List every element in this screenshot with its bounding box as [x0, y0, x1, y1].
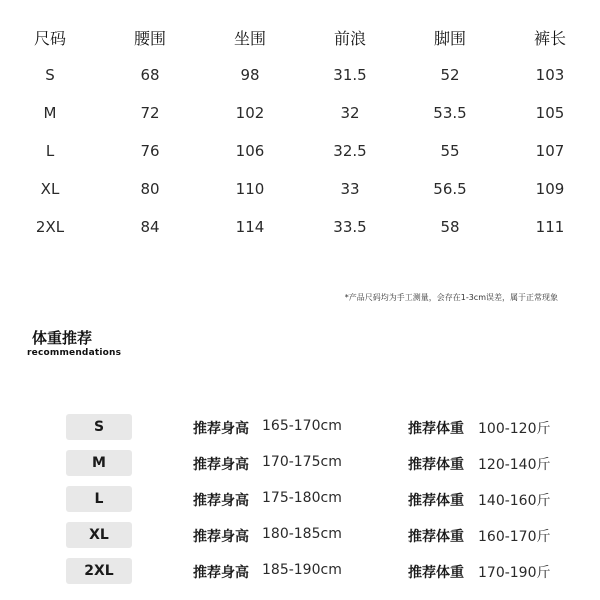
height-value: 165-170cm: [262, 418, 342, 434]
table-cell: 32.5: [333, 142, 367, 160]
height-label: 推荐身高: [193, 565, 249, 581]
table-cell: M: [43, 104, 57, 122]
height-value: 185-190cm: [262, 562, 342, 578]
height-label: 推荐身高: [193, 493, 249, 509]
table-cell: XL: [40, 180, 60, 198]
table-cell: 103: [535, 66, 565, 84]
table-cell: 102: [235, 104, 265, 122]
table-row: [0, 94, 600, 132]
table-cell: 33.5: [333, 218, 367, 236]
table-cell: 72: [140, 104, 160, 122]
table-cell: L: [45, 142, 55, 160]
weight-value: 170-190斤: [478, 565, 551, 581]
size-badge: S: [66, 414, 132, 440]
header-leg-opening: 脚围: [433, 28, 466, 48]
table-cell: 33: [340, 180, 360, 198]
list-item: [0, 521, 600, 557]
weight-label: 推荐体重: [408, 457, 464, 473]
table-cell: 56.5: [433, 180, 467, 198]
header-length: 裤长: [533, 28, 566, 48]
table-cell: 105: [535, 104, 565, 122]
header-hip: 坐围: [233, 28, 266, 48]
height-value: 175-180cm: [262, 490, 342, 506]
size-badge: M: [66, 450, 132, 476]
table-cell: 106: [235, 142, 265, 160]
height-value: 180-185cm: [262, 526, 342, 542]
weight-label: 推荐体重: [408, 421, 464, 437]
size-table: [0, 18, 600, 246]
weight-value: 160-170斤: [478, 529, 551, 545]
size-badge: 2XL: [66, 558, 132, 584]
table-cell: 114: [235, 218, 265, 236]
recommendations-list: [0, 413, 600, 593]
weight-label: 推荐体重: [408, 565, 464, 581]
height-label: 推荐身高: [193, 529, 249, 545]
height-value: 170-175cm: [262, 454, 342, 470]
table-cell: 76: [140, 142, 160, 160]
table-cell: 58: [440, 218, 460, 236]
table-row: [0, 208, 600, 246]
weight-value: 140-160斤: [478, 493, 551, 509]
weight-value: 120-140斤: [478, 457, 551, 473]
table-cell: 111: [535, 218, 565, 236]
table-cell: 109: [535, 180, 565, 198]
table-cell: 84: [140, 218, 160, 236]
measurement-note: *产品尺码均为手工测量，会存在1-3cm误差，属于正常现象: [344, 293, 558, 302]
table-cell: 52: [440, 66, 460, 84]
weight-value: 100-120斤: [478, 421, 551, 437]
height-label: 推荐身高: [193, 421, 249, 437]
table-row: [0, 56, 600, 94]
size-badge: L: [66, 486, 132, 512]
header-front-rise: 前浪: [333, 28, 366, 48]
header-waist: 腰围: [133, 28, 166, 48]
height-label: 推荐身高: [193, 457, 249, 473]
table-cell: 80: [140, 180, 160, 198]
table-cell: 98: [240, 66, 260, 84]
weight-label: 推荐体重: [408, 493, 464, 509]
table-cell: 31.5: [333, 66, 367, 84]
table-cell: 110: [235, 180, 265, 198]
header-size: 尺码: [33, 28, 66, 48]
table-cell: 55: [440, 142, 460, 160]
table-cell: 32: [340, 104, 360, 122]
weight-label: 推荐体重: [408, 529, 464, 545]
list-item: [0, 413, 600, 449]
list-item: [0, 557, 600, 593]
list-item: [0, 449, 600, 485]
recommendations-title: 体重推荐: [32, 329, 93, 347]
table-cell: 2XL: [35, 218, 65, 236]
table-cell: S: [45, 66, 55, 84]
size-badge: XL: [66, 522, 132, 548]
table-cell: 68: [140, 66, 160, 84]
table-row: [0, 132, 600, 170]
table-cell: 107: [535, 142, 565, 160]
table-cell: 53.5: [433, 104, 467, 122]
recommendations-subtitle: recommendations: [27, 348, 122, 358]
table-row: [0, 170, 600, 208]
size-table-header: [0, 18, 600, 56]
list-item: [0, 485, 600, 521]
